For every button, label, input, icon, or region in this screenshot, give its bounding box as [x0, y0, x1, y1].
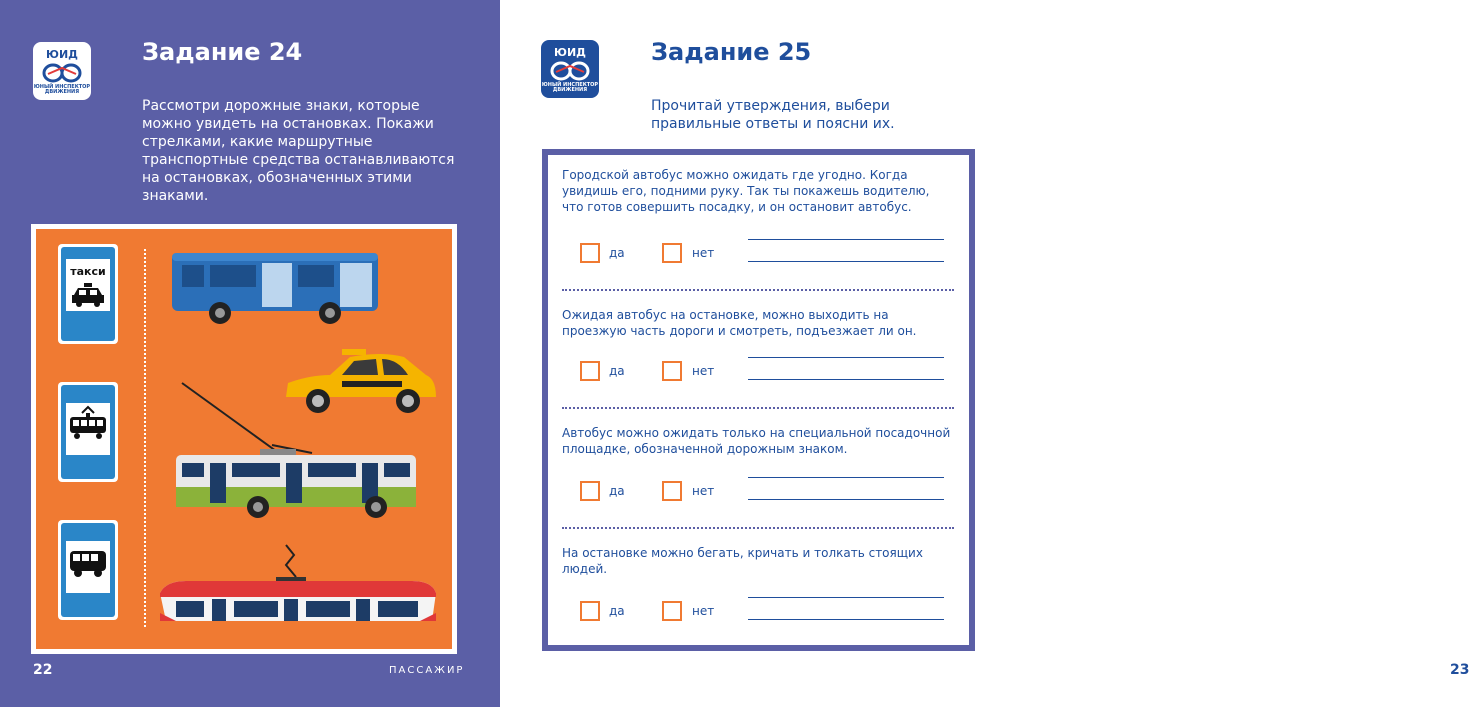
q4-no-checkbox[interactable] [662, 601, 682, 621]
tram-illustration[interactable] [156, 541, 440, 625]
taxi-icon [66, 281, 110, 311]
q1-no-label: нет [692, 246, 715, 260]
q1-answer-line-1[interactable] [748, 239, 944, 240]
tram-stop-sign[interactable] [58, 382, 118, 482]
orange-panel [36, 229, 452, 649]
q3-no-label: нет [692, 484, 715, 498]
logo-subtitle: ЮНЫЙ ИНСПЕКТОР ДВИЖЕНИЯ [541, 82, 599, 93]
q1-yes-checkbox[interactable] [580, 243, 600, 263]
q2-answer-line-2[interactable] [748, 379, 944, 380]
task-24-instructions: Рассмотри дорожные знаки, которые можно увидеть на остановках. Покажи стрелками, какие маршрутные транспортные средства останавливаются на остановках, обозначенных этими знаками. [142, 98, 455, 204]
q1-answer-line-2[interactable] [748, 261, 944, 262]
question-2-text: Ожидая автобус на остановке, можно выходить на проезжую часть дороги и смотреть, подъезжает ли он. [562, 308, 917, 338]
uid-logo [33, 42, 91, 100]
q2-yes-label: да [609, 364, 625, 378]
logo-abbr: ЮИД [554, 46, 586, 59]
question-1 [562, 167, 954, 215]
question-4-text: На остановке можно бегать, кричать и толкать стоящих людей. [562, 546, 923, 576]
q3-yes-checkbox[interactable] [580, 481, 600, 501]
taxi-sign-label: такси [70, 265, 106, 278]
question-1-text: Городской автобус можно ожидать где угодно. Когда увидишь его, подними руку. Так ты покажешь водителю, что готов совершить посадку, и он остановит автобус. [562, 168, 930, 214]
logo-abbr: ЮИД [46, 48, 78, 61]
taxi-stop-sign[interactable] [58, 244, 118, 344]
q4-no-label: нет [692, 604, 715, 618]
q3-answer-line-2[interactable] [748, 499, 944, 500]
dotted-divider [144, 249, 146, 627]
q3-no-checkbox[interactable] [662, 481, 682, 501]
uid-logo [541, 40, 599, 98]
question-separator [562, 527, 954, 529]
q1-no-checkbox[interactable] [662, 243, 682, 263]
infinity-logo-icon [42, 62, 82, 84]
task-25-instructions: Прочитай утверждения, выбери правильные ответы и поясни их. [651, 98, 895, 132]
q4-yes-label: да [609, 604, 625, 618]
task-24-title: Задание 24 [142, 38, 303, 66]
page-number-left: 22 [33, 662, 53, 678]
q2-no-checkbox[interactable] [662, 361, 682, 381]
task-25-title: Задание 25 [651, 38, 812, 66]
questions-box [542, 149, 975, 651]
trolleybus-illustration[interactable] [172, 379, 422, 519]
q2-yes-checkbox[interactable] [580, 361, 600, 381]
q4-yes-checkbox[interactable] [580, 601, 600, 621]
question-2 [562, 307, 954, 339]
question-3 [562, 425, 954, 457]
bus-stop-sign[interactable] [58, 520, 118, 620]
tram-icon [66, 403, 110, 447]
question-3-text: Автобус можно ожидать только на специальной посадочной площадке, обозначенной дорожным знаком. [562, 426, 951, 456]
q1-yes-label: да [609, 246, 625, 260]
q3-yes-label: да [609, 484, 625, 498]
task-24-picture [31, 224, 457, 654]
question-separator [562, 289, 954, 291]
logo-subtitle: ЮНЫЙ ИНСПЕКТОР ДВИЖЕНИЯ [33, 84, 91, 95]
q2-no-label: нет [692, 364, 715, 378]
footer-section-label: ПАССАЖИР [389, 665, 465, 676]
left-page [0, 0, 500, 707]
q4-answer-line-2[interactable] [748, 619, 944, 620]
bus-icon [66, 541, 110, 585]
q2-answer-line-1[interactable] [748, 357, 944, 358]
question-4 [562, 545, 954, 577]
page-number-right: 23 [1450, 662, 1469, 678]
q3-answer-line-1[interactable] [748, 477, 944, 478]
q4-answer-line-1[interactable] [748, 597, 944, 598]
question-separator [562, 407, 954, 409]
city-bus-illustration[interactable] [170, 249, 382, 327]
infinity-logo-icon [550, 60, 590, 82]
